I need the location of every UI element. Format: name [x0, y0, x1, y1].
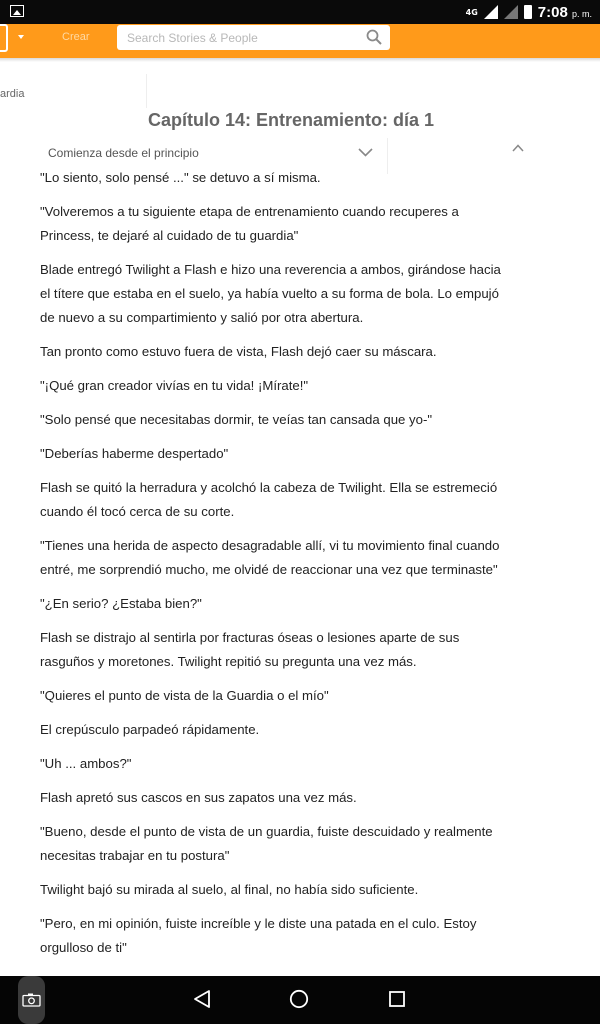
chapter-title: Capítulo 14: Entrenamiento: día 1 [148, 110, 435, 130]
story-paragraph: Flash se quitó la herradura y acolchó la cabeza de Twilight. Ella se estremeció cuando él tocó cerca de su corte. [40, 480, 498, 519]
story-paragraph: Blade entregó Twilight a Flash e hizo una reverencia a ambos, girándose hacia el títere que estaba en el suelo, ya había vuelto a su forma de bola. Lo empujó de nuevo a su compartimiento y salió por otra abertura. [40, 262, 501, 325]
story-paragraph: El crepúsculo parpadeó rápidamente. [40, 722, 260, 737]
story-text [40, 166, 510, 970]
home-icon[interactable] [288, 988, 310, 1010]
logo-button[interactable] [0, 24, 8, 52]
story-paragraph: "Quieres el punto de vista de la Guardia o el mío" [40, 688, 329, 703]
crear-button[interactable]: Crear [62, 31, 90, 43]
story-paragraph: "¿En serio? ¿Estaba bien?" [40, 596, 202, 611]
search-box[interactable] [117, 25, 390, 50]
table-of-contents-dropdown[interactable] [40, 142, 386, 166]
story-paragraph: "¡Qué gran creador vivías en tu vida! ¡Mírate!" [40, 378, 309, 393]
header-shadow [0, 58, 600, 62]
screenshot-icon [22, 993, 41, 1007]
story-paragraph: "Deberías haberme despertado" [40, 446, 229, 461]
story-paragraph: Flash apretó sus cascos en sus zapatos una vez más. [40, 790, 357, 805]
chevron-up-icon[interactable] [512, 143, 524, 153]
story-paragraph: "Bueno, desde el punto de vista de un guardia, fuiste descuidado y realmente necesitas trabajar en tu postura" [40, 824, 493, 863]
back-icon[interactable] [191, 988, 213, 1010]
search-icon[interactable] [366, 29, 382, 45]
story-paragraph: "Lo siento, solo pensé ..." se detuvo a sí misma. [40, 170, 321, 185]
divider [146, 74, 147, 108]
app-header [0, 24, 600, 58]
sidebar-partial-label[interactable]: ardia [0, 88, 25, 100]
chevron-down-icon [358, 145, 373, 160]
story-paragraph: Tan pronto como estuvo fuera de vista, Flash dejó caer su máscara. [40, 344, 437, 359]
status-bar [0, 0, 600, 24]
caret-down-icon[interactable] [18, 35, 24, 39]
story-paragraph: "Volveremos a tu siguiente etapa de entrenamiento cuando recuperes a Princess, te dejaré al cuidado de tu guardia" [40, 204, 459, 243]
navigation-bar [0, 976, 600, 1024]
wifi-icon [504, 5, 518, 19]
search-input[interactable] [125, 25, 364, 50]
story-paragraph: "Uh ... ambos?" [40, 756, 132, 771]
signal-icon [484, 5, 498, 19]
battery-icon [524, 5, 532, 19]
story-paragraph: Twilight bajó su mirada al suelo, al final, no había sido suficiente. [40, 882, 419, 897]
clock: 7:08 p. m. [537, 3, 592, 21]
story-paragraph: "Tienes una herida de aspecto desagradable allí, vi tu movimiento final cuando entré, me sorprendió mucho, me olvidé de reaccionar una vez que terminaste" [40, 538, 500, 577]
story-paragraph: "Solo pensé que necesitabas dormir, te veías tan cansada que yo-" [40, 412, 433, 427]
network-type: 4G [465, 7, 478, 17]
toc-label: Comienza desde el principio [48, 146, 199, 160]
story-paragraph: "Pero, en mi opinión, fuiste increíble y le diste una patada en el culo. Estoy orgulloso de ti" [40, 916, 477, 955]
screenshot-button[interactable] [18, 976, 45, 1024]
recents-icon[interactable] [386, 988, 408, 1010]
gallery-icon [10, 5, 24, 17]
story-paragraph: Flash se distrajo al sentirla por fracturas óseas o lesiones aparte de sus rasguños y moretones. Twilight repitió su pregunta una vez más. [40, 630, 460, 669]
